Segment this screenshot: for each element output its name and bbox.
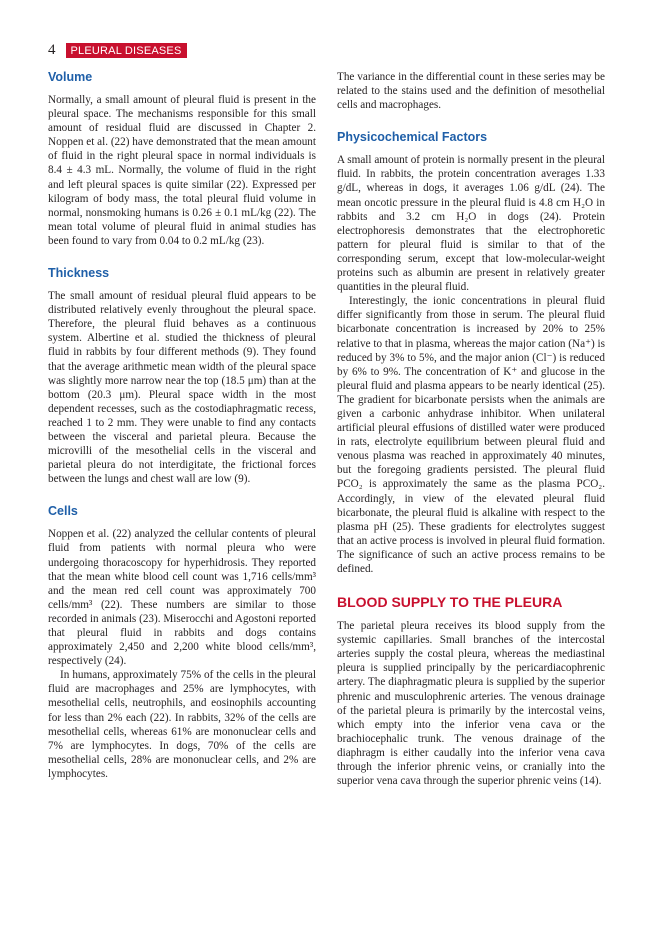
physicochemical-paragraph-2: Interestingly, the ionic concentrations in pleural fluid differ significantly from those in serum. The pleural fluid bicarbonate concentration is increased by 20% to 25% relative to that in plasma, whereas the major cation (Na⁺) is reduced by 3% to 5%, and the major anion (Cl⁻) is reduced by 6% to 9%. The concentration of K⁺ and glucose in the pleural fluid and plasma appears to be nearly identical (25). The gradient for bicarbonate persists when the animals are given a carbonic anhydrase inhibitor. When unilateral artificial pleural effusions of distilled water were produced in rats, electrolyte equilibrium between pleural fluid and venous plasma was reached in approximately 40 minutes, but the foregoing gradients persisted. The pleural fluid PCO₂ is approximately the same as the plasma PCO₂. Accordingly, in view of the elevated pleural fluid bicarbonate, the pleural fluid is alkaline with respect to the plasma pH (25). These gradients for electrolytes suggest that an active process is involved in pleural fluid formation. The significance of such an active process remains to be defined. xyxy=(337,295,605,575)
heading-physicochemical-factors: Physicochemical Factors xyxy=(337,130,488,145)
page-header xyxy=(48,42,187,59)
page-number: 4 xyxy=(48,42,56,58)
running-head: PLEURAL DISEASES xyxy=(66,43,187,58)
thickness-paragraph: The small amount of residual pleural fluid appears to be distributed relatively evenly throughout the pleural space. Therefore, the pleural fluid behaves as a continuous system. Albertine et al. studied the thickness of pleural fluid in rabbits by four different methods (9). They found that the average arithmetic mean width of the pleural space was slightly more narrow near the top (18.5 μm) than at the bottom (20.3 μm). Pleural space width in the most dependent recesses, such as the costodiaphragmatic recess, reached 1 to 2 mm. They were unable to find any contacts between the visceral and parietal pleura. Because the microvilli of the mesothelial cells in the visceral and parietal pleura do not interdigitate, the frictional forces between the lungs and chest wall are low (9). xyxy=(48,290,316,486)
physicochemical-paragraph-1: A small amount of protein is normally present in the pleural fluid. In rabbits, the protein concentration averages 1.33 g/dL, whereas in dogs, it averages 1.06 g/dL (24). The mean oncotic pressure in the pleural fluid is 4.8 cm H₂O in rabbits and 3.2 cm H₂O in dogs (24). Protein electrophoresis demonstrates that the electrophoretic pattern for pleural fluid is similar to that of the corresponding serum, except that low-molecular-weight proteins such as albumin are present in relatively greater quantities in the pleural fluid. xyxy=(337,154,605,294)
cells-paragraph-2: In humans, approximately 75% of the cells in the pleural fluid are macrophages and 25% are lymphocytes, with mesothelial cells, neutrophils, and eosinophils accounting for less than 2% each (22). In rabbits, 32% of the cells are mesothelial cells, whereas 61% are mononuclear cells and 7% are lymphocytes. In dogs, 70% of the cells are mesothelial cells, 28% are mononuclear cells, and 2% are lymphocytes. xyxy=(48,669,316,780)
heading-thickness: Thickness xyxy=(48,266,110,281)
heading-cells: Cells xyxy=(48,504,78,519)
right-column xyxy=(337,70,605,788)
blood-supply-paragraph: The parietal pleura receives its blood supply from the systemic capillaries. Small branches of the intercostal arteries supply the costal pleura, whereas the mediastinal pleura is supplied principally by the pericardiacophrenic artery. The diaphragmatic pleura is supplied by the superior phrenic and musculophrenic arteries. The venous drainage of the parietal pleura is primarily by the intercostal veins, which empty into the inferior vena cava or the brachiocephalic trunk. The venous drainage of the diaphragm is either caudally into the inferior vena cava through the inferior phrenic veins, or cranially into the superior vena cava through the superior phrenic veins (14). xyxy=(337,620,605,788)
cells-continued-paragraph: The variance in the differential count in these series may be related to the stains used and the definition of mesothelial cells and macrophages. xyxy=(337,71,605,112)
left-column xyxy=(48,70,316,781)
heading-volume: Volume xyxy=(48,70,93,84)
cells-paragraph-1: Noppen et al. (22) analyzed the cellular contents of pleural fluid from patients with normal pleura who were undergoing thoracoscopy for hyperhidrosis. They reported that the mean white blood cell count was 1,716 cells/mm³ and the mean red cell count was approximately 700 cells/mm³ (22). These numbers are similar to those recorded in animals (23). Miserocchi and Agostoni reported that pleural fluid in rabbits and dogs contains approximately 2,450 and 2,200 white blood cells/mm³, respectively (24). xyxy=(48,528,316,668)
heading-blood-supply: BLOOD SUPPLY TO THE PLEURA xyxy=(337,594,563,611)
volume-paragraph: Normally, a small amount of pleural fluid is present in the pleural space. The mechanisms responsible for this small amount of residual fluid are discussed in Chapter 2. Noppen et al. (22) have demonstrated that the mean amount of fluid in the right pleural space in normal individuals is 8.4 ± 4.3 mL. Normally, the volume of fluid in the right and left pleural spaces is quite similar (22). Expressed per kilogram of body mass, the total pleural fluid volume in normal, nonsmoking humans is 0.26 ± 0.1 mL/kg (22). The mean total volume of pleural fluid in animal studies has been found to vary from 0.04 to 0.2 mL/kg (23). xyxy=(48,94,316,247)
